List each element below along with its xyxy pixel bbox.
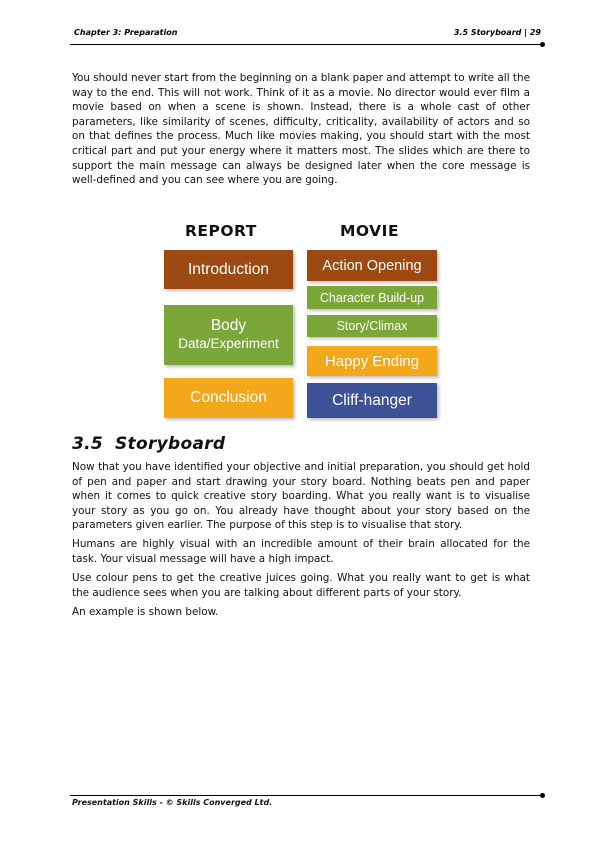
movie-box-label: Cliff-hanger: [332, 391, 412, 409]
movie-box-label: Action Opening: [322, 257, 422, 274]
chapter-title: Chapter 3: Preparation: [74, 28, 178, 37]
movie-box-story-climax: [307, 315, 437, 337]
section-number: 3.5: [72, 434, 104, 454]
movie-box-cliff-hanger: [307, 383, 437, 418]
page-footer: Presentation Skills - © Skills Converged Ltd.: [72, 798, 273, 807]
intro-paragraph: You should never start from the beginning on a blank paper and attempt to write all the way to the end. This will not work. Think of it as a movie. No director would ever film a movie based on when a scene is shown. Instead, there is a whole cast of other parameters, like similarity of scenes, difficulty, criticality, availability of actors and so on that defines the process. Much like movies making, you should start with the most critical part and put your energy where it matters most. The slides which are there to support the main message can always be designed later when the core message is well-defined and you can see where you are going.: [72, 72, 530, 187]
movie-box-character-build-up: [307, 286, 437, 309]
report-box-label: Body: [210, 317, 247, 334]
report-box-conclusion: [164, 378, 293, 418]
section-title: Storyboard: [115, 434, 226, 454]
section-heading: [72, 434, 225, 454]
report-column-title: REPORT: [185, 222, 257, 240]
movie-box-label: Happy Ending: [324, 352, 420, 370]
section-paragraph: An example is shown below.: [72, 606, 219, 618]
report-box-sublabel: Data/Experiment: [178, 336, 279, 351]
page-header: [74, 27, 541, 41]
section-page-ref: 3.5 Storyboard | 29: [453, 28, 541, 37]
report-box-introduction: [164, 250, 293, 289]
report-box-body: [164, 305, 293, 365]
footer-rule-dot: [540, 793, 545, 798]
header-rule-dot: [540, 42, 545, 47]
movie-box-action-opening: [307, 250, 437, 281]
section-paragraph: Humans are highly visual with an incredible amount of their brain allocated for the task. Your visual message will have a high impact.: [72, 538, 530, 565]
header-rule: [70, 44, 542, 45]
movie-box-label: Character Build-up: [319, 290, 425, 305]
movie-box-label: Story/Climax: [336, 319, 408, 333]
section-paragraph: Now that you have identified your objective and initial preparation, you should get hold of pen and paper and start drawing your story board. Nothing beats pen and paper when it comes to quick creative story boarding. What you really want is to visualise your story as you go on. You already have thought about your story based on the parameters given earlier. The purpose of this step is to visualise that story.: [72, 461, 530, 532]
movie-box-happy-ending: [307, 346, 437, 376]
report-box-label: Conclusion: [190, 389, 267, 406]
footer-rule: [70, 795, 542, 796]
section-paragraph: Use colour pens to get the creative juices going. What you really want to get is what the audience sees when you are talking about different parts of your story.: [72, 572, 530, 599]
report-box-label: Introduction: [188, 260, 269, 278]
movie-column-title: MOVIE: [340, 222, 400, 240]
